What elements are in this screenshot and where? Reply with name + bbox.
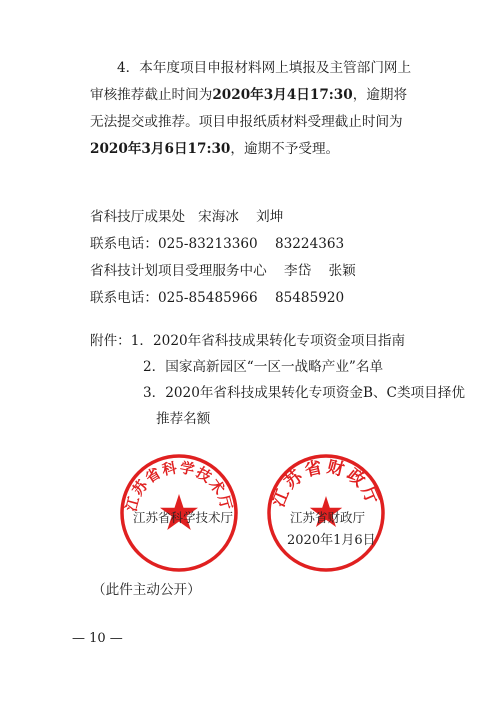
contact-line-4: 联系电话：025-85485966 85485920 [90,290,345,306]
para-deadline-paper: 2020年3月6日17:30 [90,141,231,157]
page-number: — 10 — [72,631,123,646]
attachment-row-3 [90,380,465,406]
attachment-row-1 [90,328,465,354]
seal-left-caption: 江苏省科学技术厅 [133,510,234,525]
public-release-note: （此件主动公开） [92,582,201,598]
contact-line-2: 联系电话：025-83213360 83224363 [90,236,345,252]
seal-text: 江苏省科学技术厅 [123,460,235,514]
seal-text: 江苏省财政厅 [268,457,384,511]
attachment-item-3-cont: 推荐名额 [156,411,211,427]
paragraph-4 [90,55,420,163]
attachment-item-3: 3．2020年省科技成果转化专项资金B、C类项目择优 [143,385,465,401]
para-text-3: ，逾期不予受理。 [230,141,340,157]
attachment-item-2: 2．国家高新园区“一区一战略产业”名单 [143,359,384,375]
attachment-row-4 [90,406,465,432]
para-text-2: ，逾期将无法提交或推荐。项目申报纸质材料受理截止时间为 [90,87,408,130]
attachment-row-2 [90,354,465,380]
para-deadline-online: 2020年3月4日17:30 [212,87,353,103]
attachments-list [90,328,465,432]
contact-line-1: 省科技厅成果处 宋海冰 刘坤 [90,209,284,225]
issue-date: 2020年1月6日 [287,533,376,548]
contact-block [90,206,356,309]
contact-line-3: 省科技计划项目受理服务中心 李岱 张颖 [90,263,356,279]
para-text-1: 4．本年度项目申报材料网上填报及主管部门网上审核推荐截止时间为 [90,60,412,103]
seal-right-caption: 江苏省财政厅 [290,510,366,525]
attachment-item-1: 1．2020年省科技成果转化专项资金项目指南 [130,333,406,349]
attachments-prefix: 附件： [90,333,131,349]
